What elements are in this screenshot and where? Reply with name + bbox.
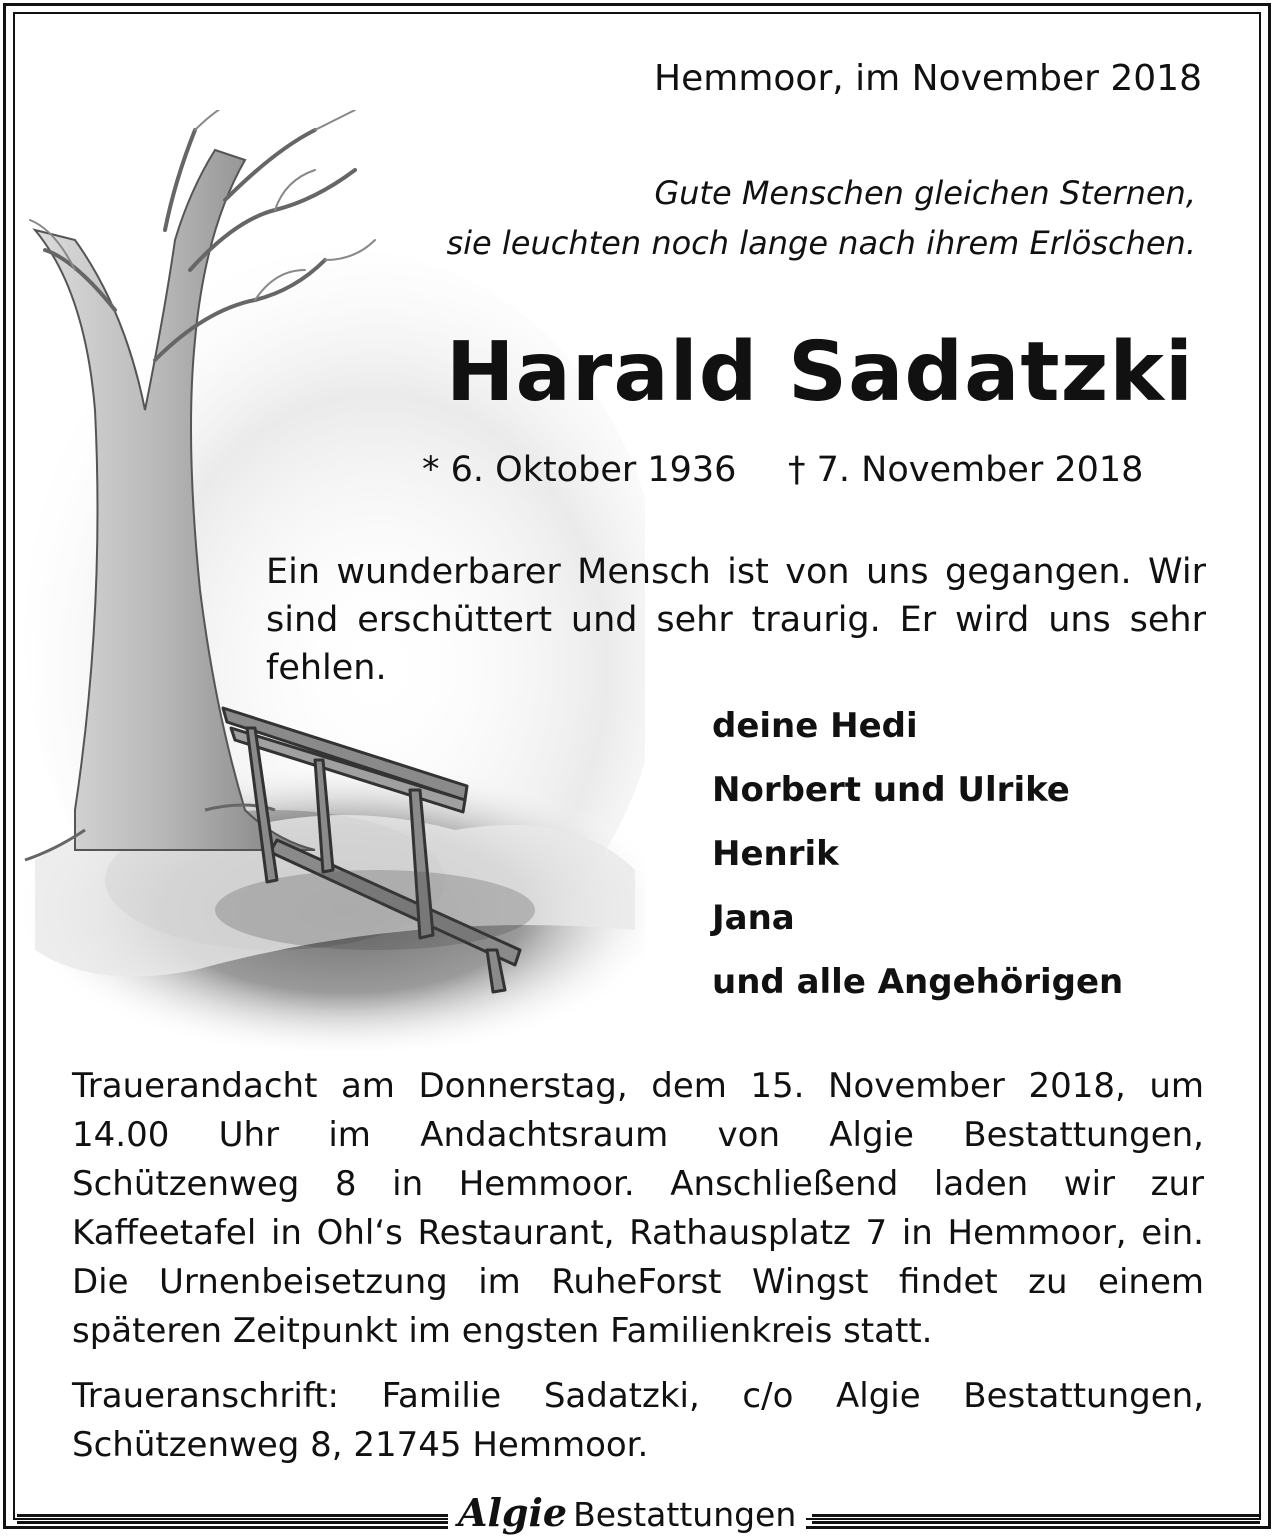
motto-line-2: sie leuchten noch lange nach ihrem Erlöschen. <box>446 224 1196 262</box>
footer-rule-right <box>812 1514 1260 1524</box>
mourner-item: deine Hedi <box>712 706 918 746</box>
farewell-message: Ein wunderbarer Mensch ist von uns gegangen. Wir sind erschüttert und sehr traurig. Er wird uns sehr fehlen. <box>266 552 1206 688</box>
motto-line-1: Gute Menschen gleichen Sternen, <box>654 174 1196 212</box>
birth-date: * 6. Oktober 1936 <box>422 450 737 490</box>
funeral-home-logo <box>448 1490 806 1535</box>
footer <box>0 1490 1280 1534</box>
motto-quote <box>446 168 1196 268</box>
logo-subtitle: Bestattungen <box>573 1495 797 1534</box>
footer-rule-left <box>17 1514 457 1524</box>
service-details: Trauerandacht am Donnerstag, dem 15. November 2018, um 14.00 Uhr im Andachtsraum von Algie Bestattungen, Schützenweg 8 in Hemmoor. Anschließend laden wir zur Kaffeetafel in Ohl‘s Restaurant, Rathausplatz 7 in Hemmoor, ein. Die Urnenbeisetzung im RuheForst Wingst findet zu einem späteren Zeitpunkt im engsten Familienkreis statt. <box>72 1066 1204 1351</box>
mourner-item: und alle Angehörigen <box>712 962 1124 1002</box>
mourners-list <box>712 694 1123 1014</box>
place-date: Hemmoor, im November 2018 <box>654 58 1202 99</box>
mourner-item: Norbert und Ulrike <box>712 770 1070 810</box>
mourner-item: Henrik <box>712 834 839 874</box>
death-date: † 7. November 2018 <box>788 450 1144 490</box>
mourning-address: Traueranschrift: Familie Sadatzki, c/o Algie Bestattungen, Schützenweg 8, 21745 Hemmoor. <box>72 1376 1204 1465</box>
logo-wordmark: Algie <box>458 1490 568 1535</box>
mourner-item: Jana <box>712 898 795 938</box>
deceased-name: Harald Sadatzki <box>445 325 1194 420</box>
